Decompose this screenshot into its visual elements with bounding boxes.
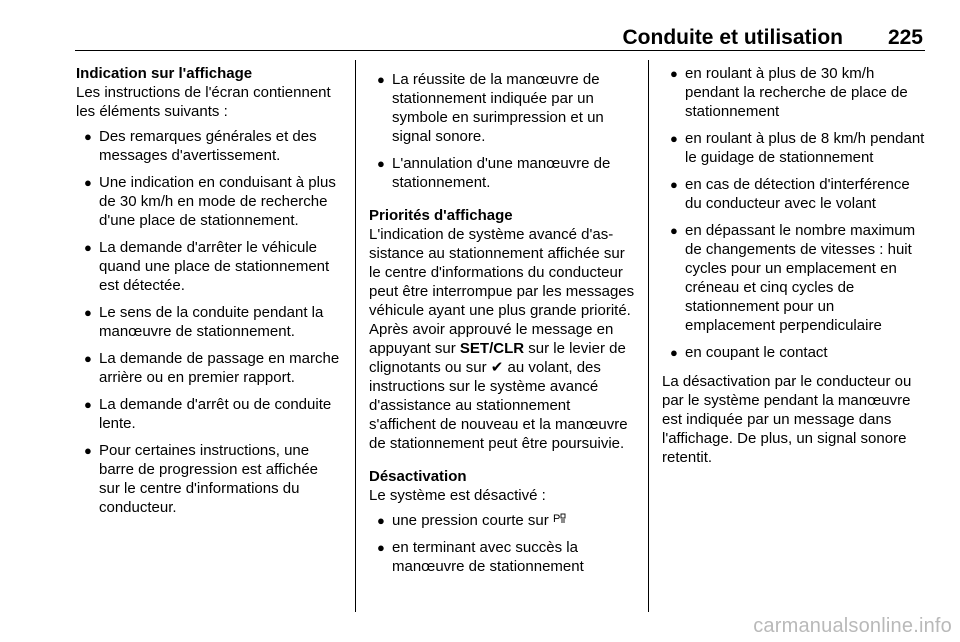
bullet-icon: ● xyxy=(84,175,92,190)
bullet-icon: ● xyxy=(377,156,385,171)
list-item: ● Pour certaines instructions, une barre de progression est affichée sur le centre d'informations du conducteur. xyxy=(84,442,319,516)
bullet-icon: ● xyxy=(670,131,678,146)
deactivation-list xyxy=(369,511,635,576)
list-item: ● La réussite de la manœuvre de stationnement indiquée par un symbole en surimpression et un signal sonore. xyxy=(377,71,604,145)
bullet-icon: ● xyxy=(670,223,678,238)
column-3 xyxy=(662,64,928,467)
list-item: ● La demande d'arrêt ou de conduite lente. xyxy=(84,396,332,432)
list-item: ● Une indication en conduisant à plus de 30 km/h en mode de recherche d'une place de stationnement. xyxy=(84,174,336,229)
heading-display: Indication sur l'affichage xyxy=(76,65,253,82)
list-item: ● en terminant avec succès la manœuvre de stationnement xyxy=(377,539,584,575)
deactivation-intro: Le système est désactivé : xyxy=(369,487,546,504)
heading-priorities: Priorités d'affichage xyxy=(369,207,513,224)
list-item: ● La demande d'arrêter le véhicule quand une place de stationnement est détectée. xyxy=(84,239,330,294)
bullet-icon: ● xyxy=(670,177,678,192)
check-icon: ✔ xyxy=(490,359,504,376)
intro-text: Les instructions de l'écran contiennent les éléments suivants : xyxy=(76,84,331,120)
bullet-icon: ● xyxy=(84,397,92,412)
list-item: ● Le sens de la conduite pendant la manœuvre de stationnement. xyxy=(84,304,324,340)
list-item: ● La demande de passage en marche arrière ou en premier rapport. xyxy=(84,350,340,386)
list-item: ● en dépassant le nombre maximum de changements de vitesses : huit cycles pour un emplacement en créneau et cinq cycles de stationnement pour un emplacement perpendiculaire xyxy=(670,222,916,334)
priorities-text: L'indication de système avancé d'assistance au stationnement affichée sur le centre d'informations du conducteur peut être interrompue par les messages véhicule ayant une plus grande priorité. Après avoir approuvé le message en appuyant sur SET/CLR sur le levier de clignotants ou sur ✔ au volant, des instructions sur le système avancé d'assistance au stationnement s'affichent de nouveau et la manœuvre de stationnement peut être poursuivie. xyxy=(369,226,635,452)
set-clr-label: SET/CLR xyxy=(459,340,525,357)
bullet-icon: ● xyxy=(377,513,385,528)
bullet-icon: ● xyxy=(84,351,92,366)
display-items-list xyxy=(76,127,342,517)
heading-deactivation: Désactivation xyxy=(369,468,467,485)
list-item: ● en cas de détection d'interférence du conducteur avec le volant xyxy=(670,176,910,212)
watermark: carmanualsonline.info xyxy=(753,615,952,637)
parking-assist-icon xyxy=(553,511,566,530)
list-item: ● Des remarques générales et des messages d'avertissement. xyxy=(84,128,317,164)
list-item: ● une pression courte sur P xyxy=(369,511,635,530)
bullet-icon: ● xyxy=(377,72,385,87)
section-title: Conduite et utilisation xyxy=(622,26,843,49)
bullet-icon: ● xyxy=(670,66,678,81)
svg-text:P: P xyxy=(552,513,561,525)
column-1 xyxy=(76,64,342,517)
page-header xyxy=(75,24,925,51)
bullet-icon: ● xyxy=(377,540,385,555)
bullet-icon: ● xyxy=(84,443,92,458)
list-item: ● en roulant à plus de 8 km/h pendant le guidage de stationnement xyxy=(670,130,925,166)
column-divider xyxy=(648,60,649,612)
deactivation-list-cont xyxy=(662,64,928,362)
outro-text: La désactivation par le conducteur ou par le système pendant la manœuvre est indiquée par un message dans l'affichage. De plus, un signal sonore retentit. xyxy=(662,373,912,466)
column-divider xyxy=(355,60,356,612)
column-2 xyxy=(369,64,635,576)
bullet-icon: ● xyxy=(84,129,92,144)
page-number: 225 xyxy=(887,26,923,49)
list-item: ● L'annulation d'une manœuvre de stationnement. xyxy=(377,155,611,191)
bullet-icon: ● xyxy=(84,240,92,255)
list-item: ● en roulant à plus de 30 km/h pendant la recherche de place de stationnement xyxy=(670,65,908,120)
bullet-icon: ● xyxy=(670,345,678,360)
bullet-icon: ● xyxy=(84,305,92,320)
list-item: ● en coupant le contact xyxy=(670,344,828,361)
display-items-list-cont xyxy=(369,70,635,192)
